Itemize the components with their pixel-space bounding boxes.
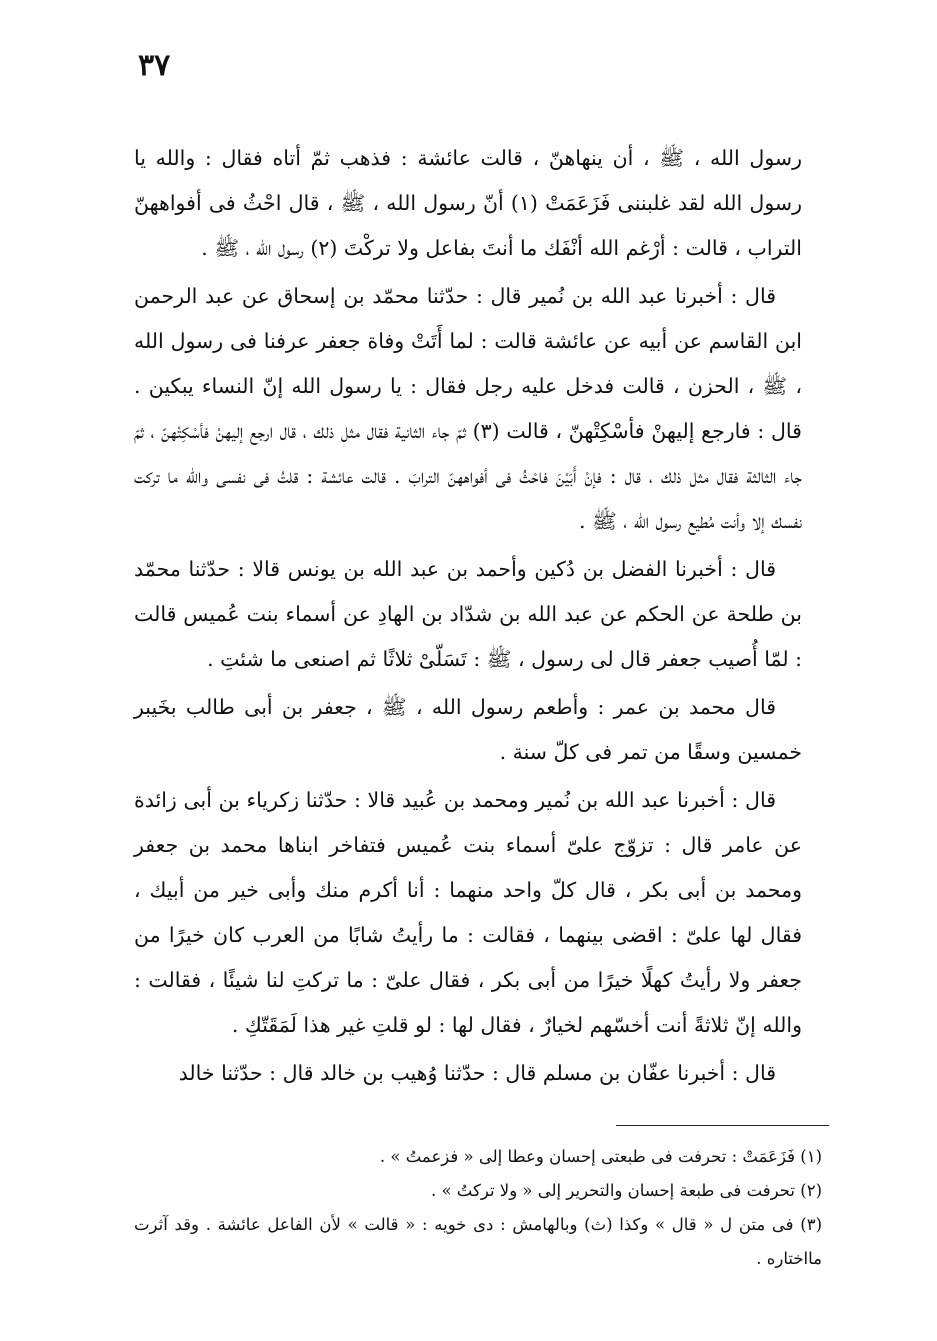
page-number: ٣٧	[138, 48, 171, 83]
footnote: (٣) فى متن ل « قال » وكذا (ث) وبالهامش : دى خويه : « قالت » لأن الفاعل عائشة . وقد آثرت مااختاره .	[134, 1215, 822, 1268]
footnote-divider	[616, 1125, 829, 1126]
paragraph: قال محمد بن عمر : وأطعم رسول الله ، ﷺ ، جعفر بن أبى طالب بخَيبر خمسين وسقًا من تمر فى كلّ سنة .	[134, 695, 802, 764]
paragraph: رسول الله ، ﷺ ، أن ينهاهنّ ، قالت عائشة : فذهب ثمّ أتاه فقال : والله يا رسول الله لقد غلبننى فَزَعَمَتْ (١) أنّ رسول الله ، ﷺ ، قال احْثُ فى أفواههنّ التراب ، قالت : أرْغم الله أنْفَك ما أنتَ بفاعل ولا تركْتَ (٢) رسول الله ، ﷺ .	[134, 146, 802, 260]
main-text	[134, 136, 802, 1099]
footnotes	[134, 1140, 844, 1276]
paragraph: قال : أخبرنا الفضل بن دُكين وأحمد بن عبد الله بن يونس قالا : حدّثنا محمّد بن طلحة عن الحكم عن عبد الله بن شدّاد بن الهادِ عن أسماء بنت عُميس قالت : لمّا أُصيب جعفر قال لى رسول ، ﷺ : تَسَلّىْ ثلاثًا ثم اصنعى ما شئتِ .	[134, 557, 802, 671]
paragraph: قال : أخبرنا عبد الله بن نُمير ومحمد بن عُبيد قالا : حدّثنا زكرياء بن أبى زائدة عن عامر قال : تزوّج علىّ أسماء بنت عُميس فتفاخر ابناها محمد بن جعفر ومحمد بن أبى بكر ، قال كلّ واحد منهما : أنا أكرم منك وأبى خير من أبيك ، فقال لها علىّ : اقضى بينهما ، فقالت : ما رأيتُ شابًا من العرب كان خيرًا من جعفر ولا رأيتُ كهلًا خيرًا من أبى بكر ، فقال علىّ : ما تركتِ لنا شيئًا ، فقالت : والله إنّ ثلاثةً أنت أخسّهم لخيارٌ ، فقال لها : لو قلتِ غير هذا لَمَقَتّكِ .	[134, 788, 802, 1037]
paragraph: قال : أخبرنا عبد الله بن نُمير قال : حدّثنا محمّد بن إسحاق عن عبد الرحمن ابن القاسم عن أبيه عن عائشة قالت : لما أَتَتْ وفاة جعفر عرفنا فى رسول الله ، ﷺ ، الحزن ، قالت فدخل عليه رجل فقال : يا رسول الله إنّ النساء يبكين . قال : فارجع إليهنْ فأسْكِتْهنّ ، قالت (٣) ثمّ جاء الثانية فقال مثل ذلك ، قال ارجع إليهنْ فأسْكِتْهنّ ، ثمّ جاء الثالثة فقال مثل ذلك ، قال : فإنْ أَبَيْنَ فاحْثُ فى أفواههنّ الترابَ . قالت عائشة : قلتُ فى نفسى والله ما تركت نفسك إلا وأنت مُطيع رسول الله ، ﷺ .	[134, 284, 802, 533]
paragraph: قال : أخبرنا عفّان بن مسلم قال : حدّثنا وُهيب بن خالد قال : حدّثنا خالد	[178, 1061, 776, 1085]
footnote: (١) فَزَعَمَتْ : تحرفت فى طبعتى إحسان وعطا إلى « فزعمتُ » .	[379, 1147, 822, 1166]
footnote: (٢) تحرفت فى طبعة إحسان والتحرير إلى « ولا تركتُ » .	[430, 1181, 822, 1200]
